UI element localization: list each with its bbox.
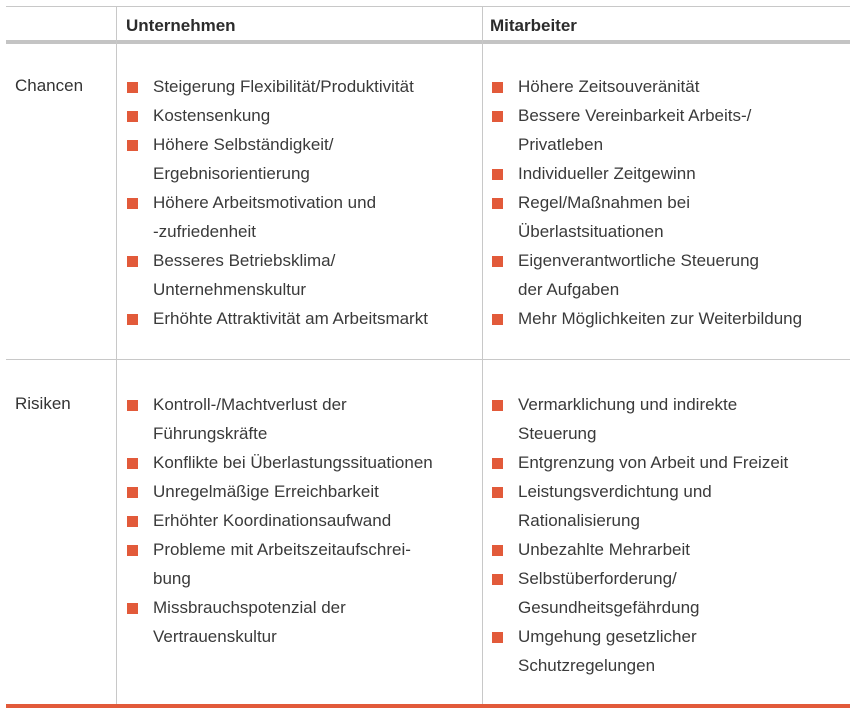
item-text-continued: Gesundheitsgefährdung — [518, 598, 700, 617]
list-item — [491, 101, 846, 159]
bullet-square-icon — [492, 487, 503, 498]
item-text: Konflikte bei Überlastungssituationen — [153, 453, 433, 472]
item-text: Kontroll-/Machtverlust der — [153, 395, 347, 414]
item-text: Umgehung gesetzlicher — [518, 627, 697, 646]
item-text-continued: bung — [153, 569, 191, 588]
bullet-square-icon — [127, 516, 138, 527]
bullet-square-icon — [492, 458, 503, 469]
chancen-company-list — [126, 72, 476, 333]
list-item — [491, 246, 846, 304]
risiken-employee-list — [491, 390, 846, 680]
row-label-risiken: Risiken — [15, 394, 71, 413]
list-item — [491, 477, 846, 535]
list-item — [126, 188, 476, 246]
item-text-continued: der Aufgaben — [518, 280, 620, 299]
header-company: Unternehmen — [126, 16, 236, 35]
list-item — [126, 506, 476, 535]
bullet-square-icon — [127, 458, 138, 469]
list-item — [491, 535, 846, 564]
bullet-square-icon — [127, 545, 138, 556]
item-text-continued: -zufriedenheit — [153, 222, 257, 241]
item-text: Höhere Selbständigkeit/ — [153, 135, 334, 154]
bullet-square-icon — [127, 82, 138, 93]
list-item — [491, 390, 846, 448]
bullet-square-icon — [127, 400, 138, 411]
list-item — [491, 564, 846, 622]
list-item — [126, 72, 476, 101]
list-item — [126, 130, 476, 188]
item-text-continued: Unternehmenskultur — [153, 280, 307, 299]
bottom-rule — [6, 704, 850, 708]
item-text: Erhöhter Koordinationsaufwand — [153, 511, 392, 530]
bullet-square-icon — [127, 111, 138, 122]
column-divider-2 — [482, 6, 483, 704]
item-text-continued: Rationalisierung — [518, 511, 640, 530]
column-divider-1 — [116, 6, 117, 704]
item-text: Besseres Betriebsklima/ — [153, 251, 336, 270]
list-item — [491, 188, 846, 246]
bullet-square-icon — [127, 314, 138, 325]
list-item — [126, 246, 476, 304]
item-text-continued: Führungskräfte — [153, 424, 268, 443]
bullet-square-icon — [492, 111, 503, 122]
bullet-square-icon — [492, 545, 503, 556]
header-employee: Mitarbeiter — [490, 16, 577, 35]
item-text: Individueller Zeitgewinn — [518, 164, 696, 183]
list-item — [491, 159, 846, 188]
row-label-chancen: Chancen — [15, 76, 84, 95]
comparison-table — [6, 6, 850, 710]
item-text-continued: Privatleben — [518, 135, 604, 154]
list-item — [491, 448, 846, 477]
table-header — [6, 6, 850, 44]
item-text-continued: Überlastsituationen — [518, 222, 664, 241]
bullet-square-icon — [492, 256, 503, 267]
item-text: Leistungsverdichtung und — [518, 482, 712, 501]
list-item — [126, 448, 476, 477]
item-text: Mehr Möglichkeiten zur Weiterbildung — [518, 309, 803, 328]
row-divider — [6, 359, 850, 360]
list-item — [491, 622, 846, 680]
bullet-square-icon — [492, 82, 503, 93]
item-text: Steigerung Flexibilität/Produktivität — [153, 77, 414, 96]
item-text: Vermarklichung und indirekte — [518, 395, 738, 414]
item-text: Erhöhte Attraktivität am Arbeitsmarkt — [153, 309, 428, 328]
bullet-square-icon — [127, 198, 138, 209]
item-text-continued: Ergebnisorientierung — [153, 164, 310, 183]
item-text: Entgrenzung von Arbeit und Freizeit — [518, 453, 789, 472]
bullet-square-icon — [492, 400, 503, 411]
bullet-square-icon — [127, 140, 138, 151]
item-text: Höhere Arbeitsmotivation und — [153, 193, 377, 212]
list-item — [126, 593, 476, 651]
bullet-square-icon — [127, 487, 138, 498]
risiken-company-list — [126, 390, 476, 651]
bullet-square-icon — [127, 256, 138, 267]
item-text-continued: Vertrauenskultur — [153, 627, 277, 646]
list-item — [126, 101, 476, 130]
list-item — [126, 390, 476, 448]
item-text: Bessere Vereinbarkeit Arbeits-/ — [518, 106, 752, 125]
item-text-continued: Schutzregelungen — [518, 656, 656, 675]
item-text: Höhere Zeitsouveränität — [518, 77, 700, 96]
bullet-square-icon — [492, 198, 503, 209]
item-text: Selbstüberforderung/ — [518, 569, 677, 588]
bullet-square-icon — [492, 632, 503, 643]
list-item — [126, 304, 476, 333]
item-text-continued: Steuerung — [518, 424, 597, 443]
item-text: Eigenverantwortliche Steuerung — [518, 251, 759, 270]
list-item — [126, 535, 476, 593]
item-text: Probleme mit Arbeitszeitaufschrei- — [153, 540, 411, 559]
item-text: Kostensenkung — [153, 106, 271, 125]
item-text: Regel/Maßnahmen bei — [518, 193, 690, 212]
item-text: Missbrauchspotenzial der — [153, 598, 346, 617]
list-item — [491, 72, 846, 101]
chancen-employee-list — [491, 72, 846, 333]
bullet-square-icon — [492, 574, 503, 585]
item-text: Unbezahlte Mehrarbeit — [518, 540, 690, 559]
bullet-square-icon — [127, 603, 138, 614]
bullet-square-icon — [492, 314, 503, 325]
list-item — [126, 477, 476, 506]
list-item — [491, 304, 846, 333]
bullet-square-icon — [492, 169, 503, 180]
item-text: Unregelmäßige Erreichbarkeit — [153, 482, 379, 501]
